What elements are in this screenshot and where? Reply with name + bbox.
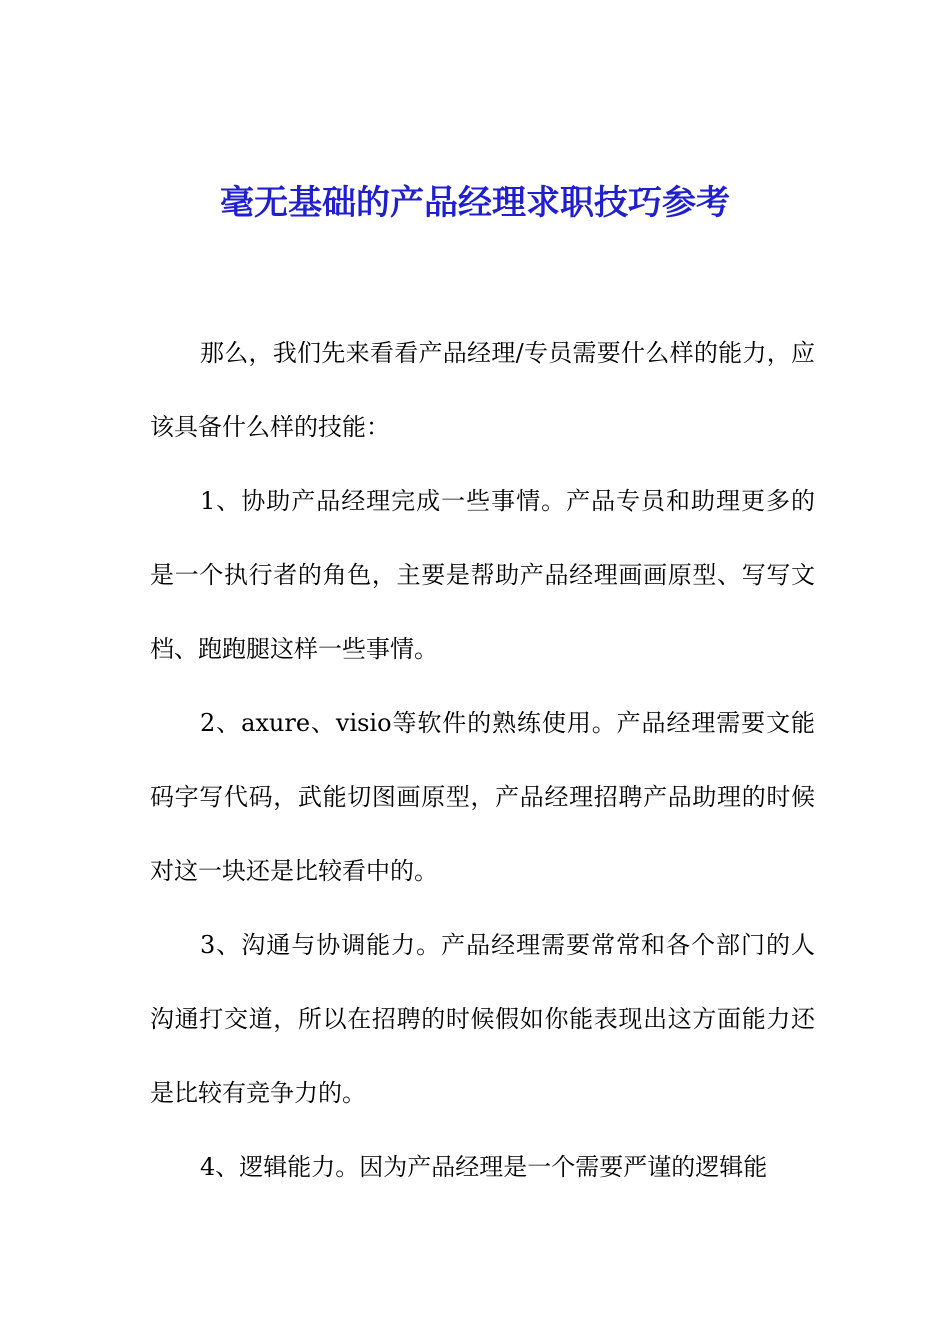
document-title: 毫无基础的产品经理求职技巧参考 bbox=[220, 183, 730, 223]
paragraph-item-3: 3、沟通与协调能力。产品经理需要常常和各个部门的人沟通打交道，所以在招聘的时候假如你能表现出这方面能力还是比较有竞争力的。 bbox=[150, 931, 815, 1107]
paragraph-intro: 那么，我们先来看看产品经理/专员需要什么样的能力，应该具备什么样的技能： bbox=[150, 339, 815, 441]
paragraph-item-1: 1、协助产品经理完成一些事情。产品专员和助理更多的是一个执行者的角色，主要是帮助产品经理画画原型、写写文档、跑跑腿这样一些事情。 bbox=[150, 487, 815, 663]
paragraph-item-2: 2、axure、visio等软件的熟练使用。产品经理需要文能码字写代码，武能切图画原型，产品经理招聘产品助理的时候对这一块还是比较看中的。 bbox=[150, 709, 815, 885]
paragraph-item-4: 4、逻辑能力。因为产品经理是一个需要严谨的逻辑能 bbox=[200, 1153, 768, 1181]
